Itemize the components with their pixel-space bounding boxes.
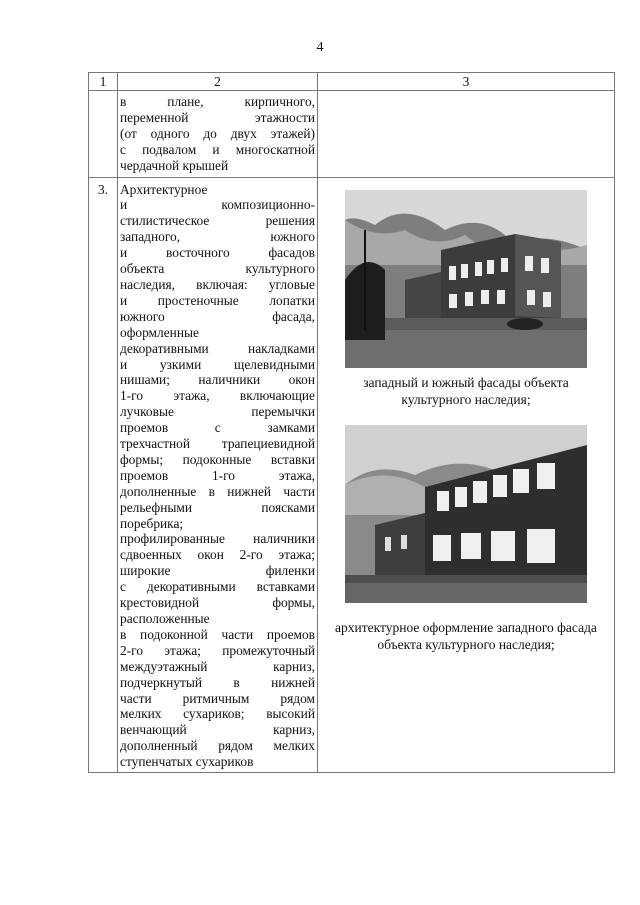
page-number: 4: [316, 40, 324, 55]
photo-caption-line: западный и южный фасады объекта: [363, 374, 569, 390]
photo-caption-line: архитектурное оформление западного фасада: [335, 619, 597, 635]
text-line: профилированные наличники: [120, 531, 315, 547]
description-text: [118, 91, 317, 177]
text-line: проемов 1-го этажа,: [120, 467, 315, 483]
text-line: 2-го этажа; промежуточный: [120, 642, 315, 658]
text-line: объекта культурного: [120, 261, 315, 277]
header-cell-1: 1: [89, 73, 118, 91]
table-header-row: [89, 73, 615, 91]
text-line: с подвалом и многоскатной: [120, 141, 315, 157]
text-line: (от одного до двух этажей): [120, 125, 315, 141]
table-row-continued: [89, 91, 615, 178]
text-line: подчеркнутый в нижней: [120, 674, 315, 690]
text-line: дополненный рядом мелких: [120, 738, 315, 754]
text-line: поребрика;: [120, 515, 184, 531]
text-line: дополненные в нижней части: [120, 483, 315, 499]
description-cell-continued: [118, 91, 318, 178]
text-line: междуэтажный карниз,: [120, 658, 315, 674]
text-line: расположенные: [120, 611, 210, 626]
text-line: ступенчатых сухариков: [120, 754, 254, 770]
text-line: с декоративными вставками: [120, 579, 315, 595]
text-line: и простеночные лопатки: [120, 292, 315, 308]
text-line: нишами; наличники окон: [120, 372, 315, 388]
text-line: лучковые перемычки: [120, 404, 315, 420]
header-cell-3: 3: [318, 73, 615, 91]
text-line: формы; подоконные вставки: [120, 451, 315, 467]
photo-caption-line: культурного наследия;: [401, 391, 531, 407]
text-line: мелких сухариков; высокий: [120, 706, 315, 722]
text-line: в подоконной части проемов: [120, 626, 315, 642]
text-line: стилистическое решения: [120, 213, 315, 229]
text-line: чердачной крышей: [120, 157, 229, 173]
text-line: крестовидной формы,: [120, 595, 315, 611]
text-line: в плане, кирпичного,: [120, 94, 315, 109]
text-line: 1-го этажа, включающие: [120, 388, 315, 404]
text-line: части ритмичным рядом: [120, 690, 315, 706]
text-line: декоративными накладками: [120, 340, 315, 356]
text-line: и композиционно-: [120, 197, 315, 213]
row-number: 3.: [89, 177, 118, 773]
building-photo-west-facade: [345, 425, 587, 603]
document-table: [88, 72, 615, 773]
building-photo-west-south: [345, 190, 587, 368]
text-line: трехчастной трапециевидной: [120, 436, 315, 452]
text-line: западного, южного: [120, 229, 315, 245]
text-line: и восточного фасадов: [120, 245, 315, 261]
table-row-3: [89, 177, 615, 773]
text-line: южного фасада,: [120, 308, 315, 324]
text-line: Архитектурное: [120, 181, 208, 197]
text-line: оформленные: [120, 324, 199, 340]
text-line: наследия, включая: угловые: [120, 276, 315, 292]
text-line: венчающий карниз,: [120, 722, 315, 738]
number-cell-empty: [89, 91, 118, 178]
image-cell: [318, 177, 615, 773]
header-cell-2: 2: [118, 73, 318, 91]
description-text: [118, 178, 317, 773]
text-line: сдвоенных окон 2-го этажа;: [120, 547, 315, 563]
text-line: широкие филенки: [120, 563, 315, 579]
text-line: и узкими щелевидными: [120, 356, 315, 372]
text-line: проемов с замками: [120, 420, 315, 436]
text-line: переменной этажности: [120, 109, 315, 125]
description-cell: [118, 177, 318, 773]
photo-caption-line: объекта культурного наследия;: [377, 636, 555, 652]
text-line: рельефными поясками: [120, 499, 315, 515]
image-cell-empty: [318, 91, 615, 178]
